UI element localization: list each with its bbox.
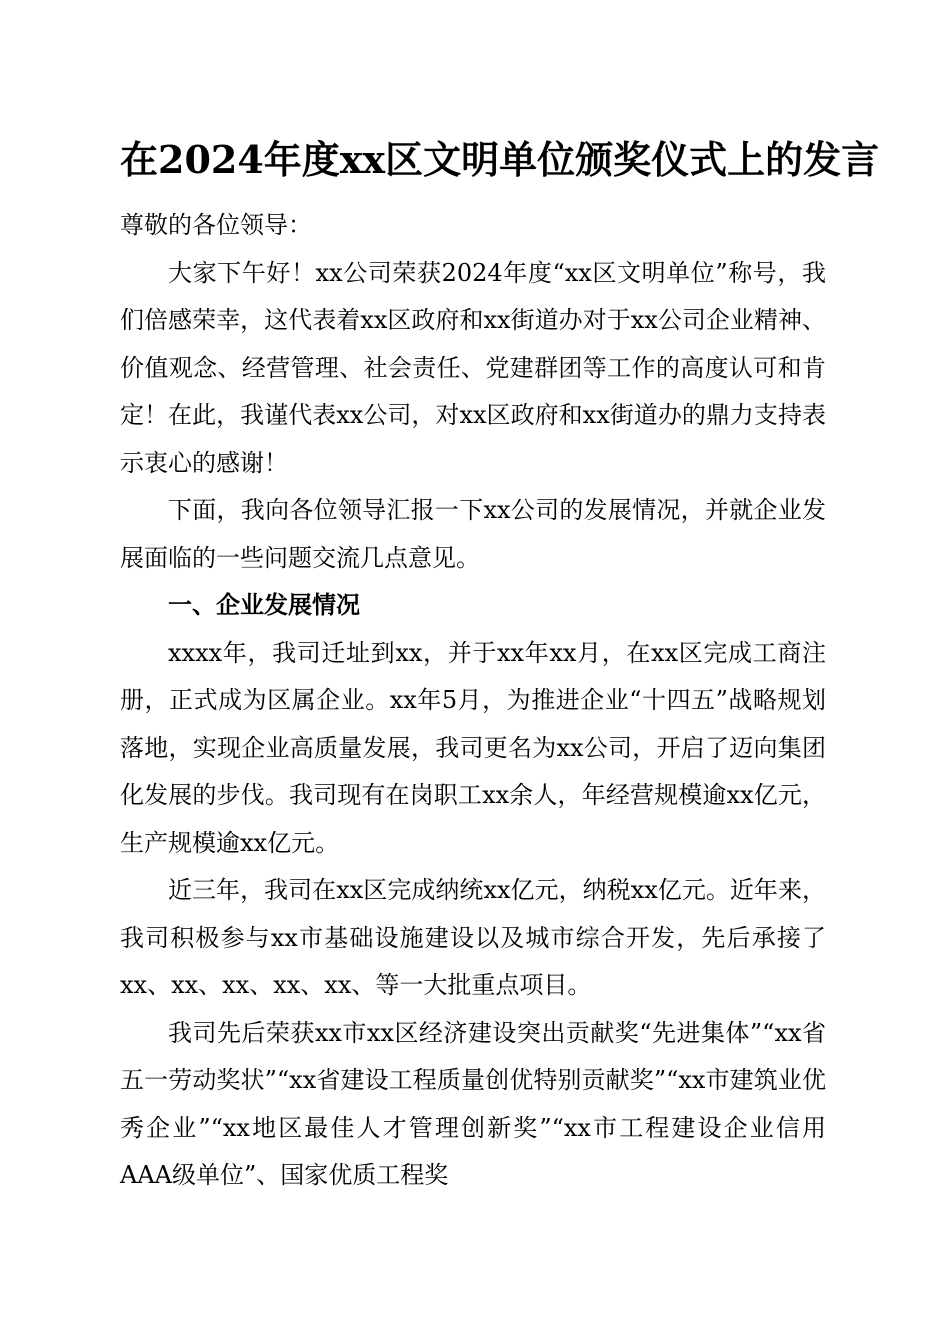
paragraph-history: xxxx年，我司迁址到xx，并于xx年xx月，在xx区完成工商注册，正式成为区属企业。xx年5月，为推进企业“十四五”战略规划落地，实现企业高质量发展，我司更名为xx公司，开启了迈向集团化发展的步伐。我司现有在岗职工xx余人，年经营规模逾xx亿元，生产规模逾xx亿元。 (120, 638, 826, 857)
section-heading: 一、企业发展情况 (168, 591, 360, 619)
paragraph-intro: 下面，我向各位领导汇报一下xx公司的发展情况，并就企业发展面临的一些问题交流几点意见。 (120, 496, 826, 572)
salutation: 尊敬的各位领导： (120, 211, 312, 239)
paragraph-awards: 我司先后荣获xx市xx区经济建设突出贡献奖“先进集体”“xx省五一劳动奖状”“xx省建设工程质量创优特别贡献奖”“xx市建筑业优秀企业”“xx地区最佳人才管理创新奖”“xx市工程建设企业信用AAA级单位”、国家优质工程奖 (120, 1018, 826, 1189)
paragraph-greeting: 大家下午好！xx公司荣获2024年度“xx区文明单位”称号，我们倍感荣幸，这代表着xx区政府和xx街道办对于xx公司企业精神、价值观念、经营管理、社会责任、党建群团等工作的高度认可和肯定！在此，我谨代表xx公司，对xx区政府和xx街道办的鼎力支持表示衷心的感谢！ (120, 258, 826, 477)
page-title: 在2024年度xx区文明单位颁奖仪式上的发言 (120, 137, 880, 182)
document-body (120, 202, 826, 1200)
paragraph-performance: 近三年，我司在xx区完成纳统xx亿元，纳税xx亿元。近年来，我司积极参与xx市基础设施建设以及城市综合开发，先后承接了xx、xx、xx、xx、xx、等一大批重点项目。 (120, 876, 826, 999)
